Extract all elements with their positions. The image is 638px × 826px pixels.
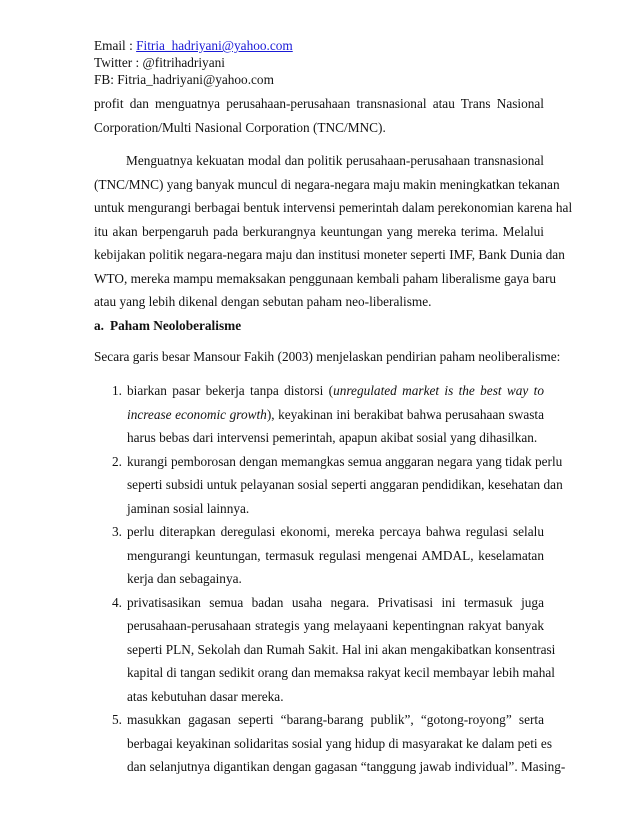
paragraph-line: profit dan menguatnya perusahaan-perusahaan transnasional atau Trans Nasional <box>94 96 544 111</box>
section-heading-text: Paham Neoloberalisme <box>110 318 242 333</box>
list-number: 2. <box>112 453 122 469</box>
list-line: increase economic growth), keyakinan ini berakibat bahwa perusahaan swasta <box>127 406 544 422</box>
paragraph-1 <box>94 92 544 139</box>
paragraph-2 <box>94 149 573 314</box>
contact-block <box>94 37 293 88</box>
list-number: 4. <box>112 594 122 610</box>
email-label: Email : <box>94 38 137 53</box>
list-line: perlu diterapkan deregulasi ekonomi, mereka percaya bahwa regulasi selalu <box>127 524 544 539</box>
intro-line: Secara garis besar Mansour Fakih (2003) menjelaskan pendirian paham neoliberalisme: <box>94 349 561 364</box>
paragraph-line: kebijakan politik negara-negara maju dan institusi moneter seperti IMF, Bank Dunia dan <box>94 247 565 262</box>
list-line: kurangi pemborosan dengan memangkas semua anggaran negara yang tidak perlu <box>127 453 563 469</box>
list-line: harus bebas dari intervensi pemerintah, apapun akibat sosial yang dihasilkan. <box>127 430 538 445</box>
list-line: berbagai keyakinan solidaritas sosial yang hidup di masyarakat ke dalam peti es <box>127 735 553 751</box>
list-item <box>94 591 556 709</box>
list-line: privatisasikan semua badan usaha negara. Privatisasi ini termasuk juga <box>127 594 544 610</box>
paragraph-line: itu akan berpengaruh pada berkurangnya keuntungan yang mereka terima. Melalui <box>94 223 544 239</box>
paragraph-line: WTO, mereka mampu memaksakan penggunaan kembali paham liberalisme gaya baru <box>94 270 557 286</box>
list-line: seperti PLN, Sekolah dan Rumah Sakit. Hal ini akan mengakibatkan konsentrasi <box>127 641 556 657</box>
list-number: 5. <box>112 712 122 727</box>
section-heading-mark: a. <box>94 318 104 333</box>
list-line: kapital di tangan sedikit orang dan memaksa rakyat kecil membayar lebih mahal <box>127 665 555 680</box>
list-line: jaminan sosial lainnya. <box>127 500 250 516</box>
numbered-list <box>94 379 566 779</box>
section-heading <box>94 318 544 334</box>
list-line: kerja dan sebagainya. <box>127 571 242 586</box>
list-item <box>94 379 544 450</box>
paragraph-line: untuk mengurangi berbagai bentuk intervensi pemerintah dalam perekonomian karena hal <box>94 200 573 215</box>
paragraph-line: (TNC/MNC) yang banyak muncul di negara-negara maju makin meningkatkan tekanan <box>94 176 560 192</box>
email-link[interactable]: Fitria_hadriyani@yahoo.com <box>136 38 293 53</box>
twitter-line: Twitter : @fitrihadriyani <box>94 55 225 70</box>
paragraph-line: Corporation/Multi Nasional Corporation (TNC/MNC). <box>94 119 386 135</box>
paragraph-line: atau yang lebih dikenal dengan sebutan paham neo-liberalisme. <box>94 294 432 309</box>
fb-line: FB: Fitria_hadriyani@yahoo.com <box>94 72 274 87</box>
list-line: masukkan gagasan seperti “barang-barang publik”, “gotong-royong” serta <box>127 712 544 727</box>
email-line <box>94 37 293 54</box>
list-item <box>94 450 563 521</box>
list-item <box>94 708 566 779</box>
list-line: mengurangi keuntungan, termasuk regulasi mengenai AMDAL, keselamatan <box>127 547 544 563</box>
list-line: atas kebutuhan dasar mereka. <box>127 688 284 704</box>
list-line: biarkan pasar bekerja tanpa distorsi (unregulated market is the best way to <box>127 383 544 398</box>
list-number: 1. <box>112 383 122 398</box>
list-number: 3. <box>112 524 122 539</box>
list-line: perusahaan-perusahaan strategis yang melayaani kepentingnan rakyat banyak <box>127 618 544 633</box>
paragraph-line: Menguatnya kekuatan modal dan politik perusahaan-perusahaan transnasional <box>126 153 544 168</box>
list-line: seperti subsidi untuk pelayanan sosial seperti anggaran pendidikan, kesehatan dan <box>127 477 563 492</box>
list-line: dan selanjutnya digantikan dengan gagasan “tanggung jawab individual”. Masing- <box>127 759 566 774</box>
list-item <box>94 520 544 591</box>
